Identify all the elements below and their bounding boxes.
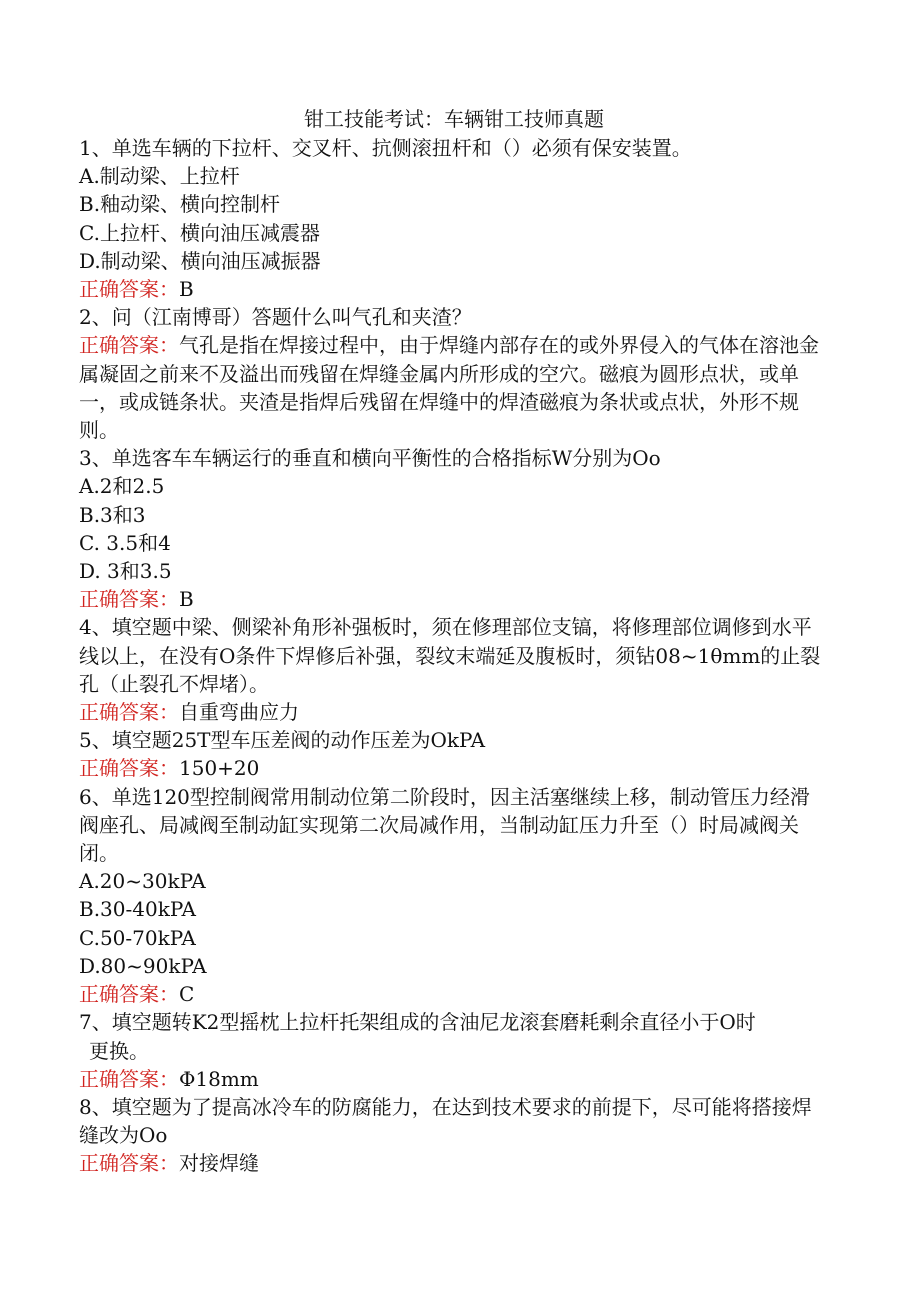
question-7-stem: 7、填空题转K2型摇枕上拉杆托架组成的含油尼龙滚套磨耗剩余直径小于O时 <box>79 1010 756 1035</box>
question-3-option-b: B.3和3 <box>79 502 146 527</box>
question-7-answer <box>79 1065 829 1093</box>
question-3-stem: 3、单选客车车辆运行的垂直和横向平衡性的合格指标W分别为Oo <box>79 446 661 471</box>
question-2-answer <box>79 331 829 444</box>
question-6-stem: 6、单选120型控制阀常用制动位第二阶段时，因主活塞继续上移，制动管压力经滑阀座孔、局减阀至制动缸实现第二次局减作用，当制动缸压力升至（）时局减阀关闭。 <box>79 784 810 866</box>
question-3-option-c: C. 3.5和4 <box>79 530 171 555</box>
question-4-answer-value: 自重弯曲应力 <box>179 700 299 725</box>
question-6-option-b: B.30-40kPA <box>79 897 196 922</box>
question-4-stem: 4、填空题中梁、侧梁补角形补强板时，须在修理部位支镐，将修理部位调修到水平线以上，在没有O条件下焊修后补强，裂纹末端延及腹板时，须钻08~1θmm的止裂孔（止裂孔不焊堵）。 <box>79 615 821 696</box>
question-3-answer-value: B <box>179 587 194 612</box>
question-6-answer <box>79 980 829 1008</box>
question-3-option-d: D. 3和3.5 <box>79 559 172 584</box>
answer-label: 正确答案： <box>79 277 179 302</box>
answer-label: 正确答案： <box>79 1151 179 1176</box>
question-1-option-b: B.釉动梁、横向控制杆 <box>79 192 281 217</box>
question-3-answer <box>79 585 829 613</box>
question-6-option-c: C.50-70kPA <box>79 925 196 950</box>
answer-label: 正确答案： <box>79 1066 179 1091</box>
question-7-stem-continued: 更换。 <box>89 1038 149 1063</box>
question-1-answer <box>79 275 829 303</box>
question-6-option-d: D.80~90kPA <box>79 953 207 978</box>
question-1-option-a: A.制动梁、上拉杆 <box>79 164 240 189</box>
question-8-stem: 8、填空题为了提高冰冷车的防腐能力，在达到技术要求的前提下，尽可能将搭接焊缝改为Oo <box>79 1094 812 1148</box>
answer-label: 正确答案： <box>79 982 179 1007</box>
question-6-answer-value: C <box>179 982 195 1007</box>
answer-label: 正确答案： <box>79 587 179 612</box>
question-5-stem: 5、填空题25T型车压差阀的动作压差为OkPA <box>79 728 486 753</box>
answer-label: 正确答案： <box>79 756 179 781</box>
question-2-stem: 2、问（江南博哥）答题什么叫气孔和夹渣？ <box>79 305 472 330</box>
answer-label: 正确答案： <box>79 700 179 725</box>
document-page <box>79 104 829 1178</box>
question-5-answer <box>79 754 829 782</box>
question-3-option-a: A.2和2.5 <box>79 474 165 499</box>
question-1-option-d: D.制动梁、横向油压减振器 <box>79 248 321 273</box>
question-8-answer-value: 对接焊缝 <box>179 1151 259 1176</box>
question-5-answer-value: 150+20 <box>179 756 260 781</box>
answer-label: 正确答案： <box>79 333 179 358</box>
question-8-answer <box>79 1149 829 1177</box>
question-7-answer-value: Φ18mm <box>179 1066 259 1091</box>
question-1-stem: 1、单选车辆的下拉杆、交叉杆、抗侧滚扭杆和（）必须有保安装置。 <box>79 136 692 160</box>
document-title: 钳工技能考试：车辆钳工技师真题 <box>304 107 604 131</box>
question-1-option-c: C.上拉杆、横向油压减震器 <box>79 220 320 245</box>
question-4-answer <box>79 698 829 726</box>
question-6-option-a: A.20~30kPA <box>79 869 206 894</box>
question-1-answer-value: B <box>179 277 194 302</box>
question-2-answer-value: 气孔是指在焊接过程中，由于焊缝内部存在的或外界侵入的气体在溶池金属凝固之前来不及溢出而残留在焊缝金属内所形成的空穴。磁痕为圆形点状，或单一，或成链条状。夹渣是指焊后残留在焊缝中的焊渣磁痕为条状或点状，外形不规则。 <box>79 333 819 443</box>
